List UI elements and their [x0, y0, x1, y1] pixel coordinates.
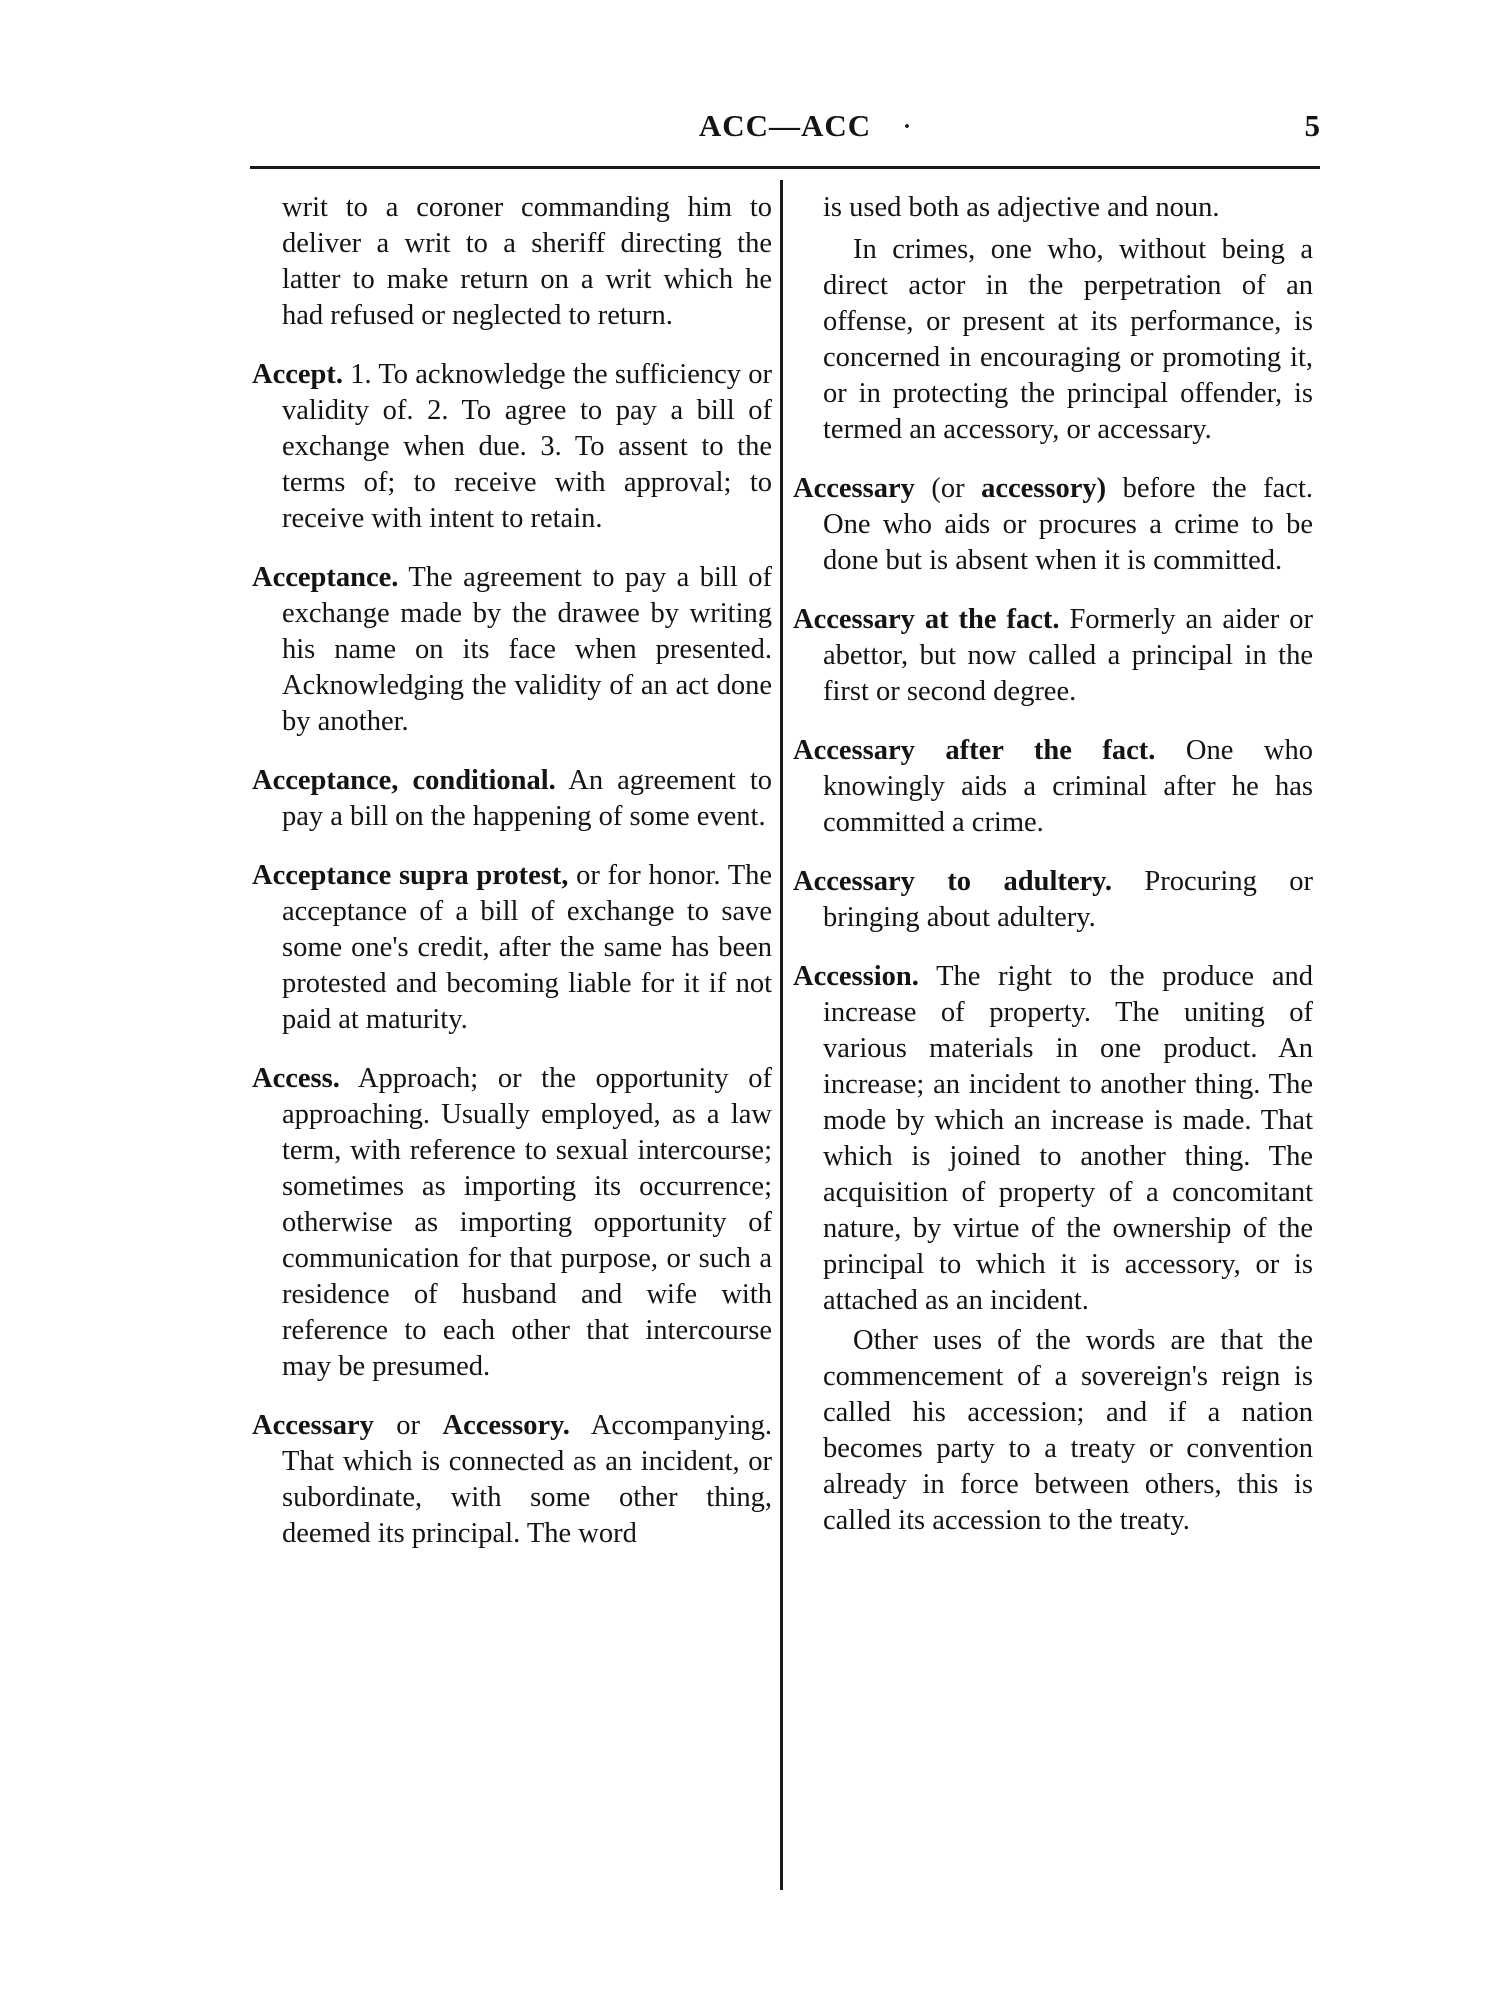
entry-term: Accessary at the fact.	[793, 604, 1060, 635]
entry-definition: is used both as adjective and noun.	[823, 192, 1220, 223]
entry-paragraph: Other uses of the words are that the commencement of a sovereign's reign is called his accession; and if a nation becomes party to a treaty or convention already in force between others, this is called its accession to the treaty.	[823, 1325, 1313, 1536]
left-column	[252, 190, 772, 1575]
page-number: 5	[1304, 108, 1320, 143]
dictionary-entry	[793, 864, 1313, 936]
entry-term: Acceptance.	[252, 562, 399, 593]
entry-term: Access.	[252, 1063, 340, 1094]
entry-definition: Formerly an aider or abettor, but now called a principal in the first or second degree.	[823, 604, 1313, 707]
entry-term: Accessary	[252, 1410, 374, 1441]
dictionary-entry	[252, 858, 772, 1038]
entry-definition: The right to the produce and increase of property. The uniting of various materials in one product. An increase; an incident to another thing. The mode by which an increase is made. That which is joined to another thing. The acquisition of property of a concomitant nature, by virtue of the ownership of the principal to which it is accessory, or is attached as an incident.	[823, 961, 1313, 1316]
entry-term-variant: accessory)	[981, 473, 1107, 504]
entry-connector: or	[373, 1410, 443, 1441]
column-divider	[780, 180, 783, 1890]
entry-definition: 1. To acknowledge the sufficiency or validity of. 2. To agree to pay a bill of exchange when due. 3. To assent to the terms of; to receive with approval; to receive with intent to retain.	[282, 359, 772, 534]
dictionary-entry	[252, 190, 772, 334]
entry-definition: writ to a coroner commanding him to deliver a writ to a sheriff directing the latter to make return on a writ which he had refused or neglected to return.	[282, 192, 772, 331]
entry-connector: (or	[914, 473, 982, 504]
dictionary-entry	[793, 471, 1313, 579]
entry-term: Acceptance supra protest,	[252, 860, 569, 891]
entry-definition: Approach; or the opportunity of approaching. Usually employed, as a law term, with reference to sexual intercourse; sometimes as importing its occurrence; otherwise as importing opportunity of communication for that purpose, or such a residence of husband and wife with reference to each other that intercourse may be presumed.	[282, 1063, 772, 1382]
header-dot: ·	[903, 114, 912, 140]
entry-definition: The agreement to pay a bill of exchange made by the drawee by writing his name on its face when presented. Acknowledging the validity of an act done by another.	[282, 562, 772, 737]
entry-paragraph: In crimes, one who, without being a direct actor in the perpetration of an offense, or present at its performance, is concerned in encouraging or promoting it, or in protecting the principal offender, is termed an accessory, or accessary.	[823, 234, 1313, 445]
entry-term-variant: Accessory.	[442, 1410, 570, 1441]
entry-term: Accept.	[252, 359, 343, 390]
entry-term: Acceptance, conditional.	[252, 765, 556, 796]
entry-definition: before the fact. One who aids or procures a crime to be done but is absent when it is committed.	[823, 473, 1313, 576]
entry-definition: An agreement to pay a bill on the happening of some event.	[282, 765, 772, 832]
dictionary-entry	[252, 763, 772, 835]
entry-term: Accessary to adultery.	[793, 866, 1112, 897]
page-header	[250, 108, 1320, 158]
entry-term: Accessary	[793, 473, 915, 504]
dictionary-entry	[793, 602, 1313, 710]
entry-term: Accessary after the fact.	[793, 735, 1156, 766]
right-column	[793, 190, 1313, 1539]
entry-term: Accession.	[793, 961, 919, 992]
entry-definition: Procuring or bringing about adultery.	[823, 866, 1313, 933]
running-head: ACC—ACC	[698, 108, 872, 143]
dictionary-entry	[793, 959, 1313, 1319]
entry-definition: One who knowingly aids a criminal after he has committed a crime.	[823, 735, 1313, 838]
dictionary-entry	[252, 1061, 772, 1385]
dictionary-entry	[793, 190, 1313, 226]
entry-definition: Accompanying. That which is connected as an incident, or subordinate, with some other thing, deemed its principal. The word	[282, 1410, 773, 1549]
header-rule	[250, 166, 1320, 169]
dictionary-entry	[252, 560, 772, 740]
dictionary-entry	[793, 733, 1313, 841]
entry-definition: or for honor. The acceptance of a bill of exchange to save some one's credit, after the same has been protested and becoming liable for it if not paid at maturity.	[282, 860, 773, 1035]
dictionary-entry	[252, 1408, 772, 1552]
dictionary-entry	[252, 357, 772, 537]
